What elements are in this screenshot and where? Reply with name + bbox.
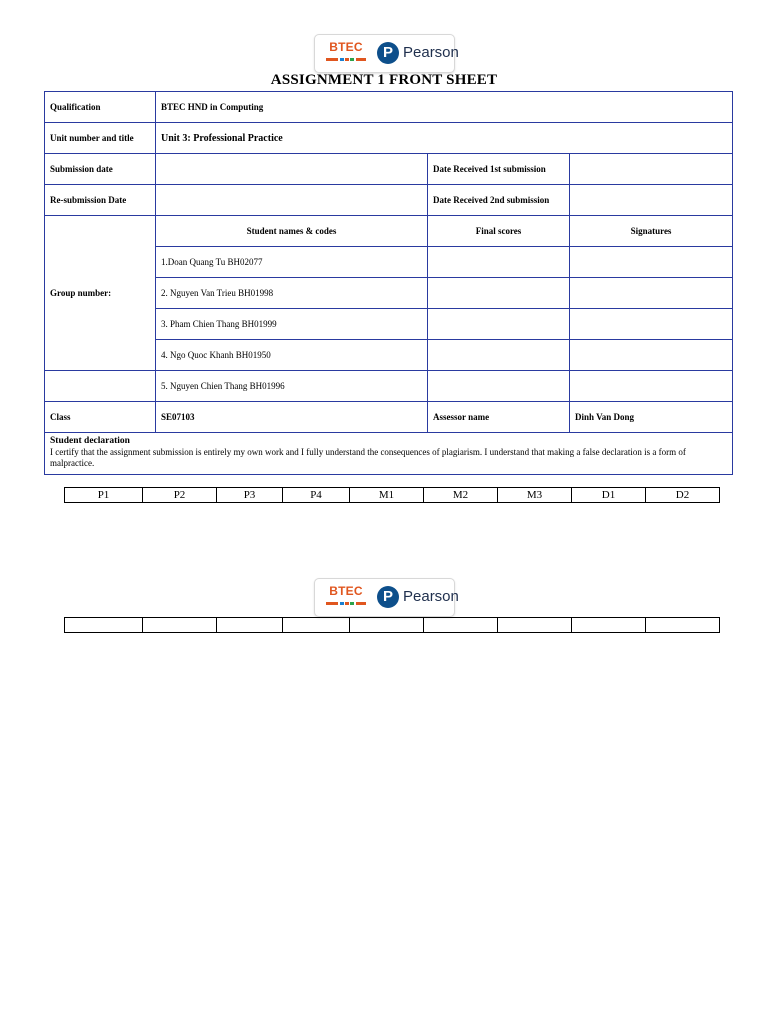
- grade-criterion: M2: [424, 488, 498, 503]
- pearson-icon: P: [377, 586, 399, 608]
- student-name: 2. Nguyen Van Trieu BH01998: [156, 278, 428, 309]
- student-score[interactable]: [428, 247, 570, 278]
- grade-criterion: M3: [498, 488, 572, 503]
- date-received-2-value[interactable]: [570, 185, 733, 216]
- resubmission-row: [45, 185, 733, 216]
- pearson-wordmark: Pearson: [403, 588, 459, 605]
- btec-wordmark: BTEC: [329, 40, 363, 54]
- grade-entry-cell[interactable]: [646, 618, 720, 633]
- btec-tagline-mark: [326, 57, 366, 62]
- grade-criterion: P1: [65, 488, 143, 503]
- date-received-1-label: Date Received 1st submission: [428, 154, 570, 185]
- grade-entry-table: [64, 617, 720, 633]
- grade-criterion: P2: [143, 488, 217, 503]
- resubmission-date-label: Re-submission Date: [45, 185, 156, 216]
- student-signature[interactable]: [570, 247, 733, 278]
- declaration-row: [45, 433, 733, 475]
- empty-label-cell: [45, 371, 156, 402]
- btec-logo: [321, 584, 371, 606]
- grade-entry-cell[interactable]: [143, 618, 217, 633]
- qualification-value: BTEC HND in Computing: [156, 92, 733, 123]
- grade-entry-cell[interactable]: [217, 618, 283, 633]
- qualification-label: Qualification: [45, 92, 156, 123]
- student-score[interactable]: [428, 371, 570, 402]
- unit-label: Unit number and title: [45, 123, 156, 154]
- student-signature[interactable]: [570, 278, 733, 309]
- btec-pearson-logo: [314, 34, 459, 73]
- declaration-text: I certify that the assignment submission is entirely my own work and I fully understand the consequences of plagiarism. I understand that making a false declaration is a form of malpractice.: [50, 447, 686, 468]
- assessor-name-value: Dinh Van Dong: [570, 402, 733, 433]
- grade-criteria-row: [65, 488, 720, 503]
- declaration-heading: Student declaration: [50, 436, 130, 446]
- date-received-1-value[interactable]: [570, 154, 733, 185]
- btec-pearson-logo-page-2: [314, 578, 459, 617]
- student-score[interactable]: [428, 309, 570, 340]
- student-name: 4. Ngo Quoc Khanh BH01950: [156, 340, 428, 371]
- class-row: [45, 402, 733, 433]
- student-score[interactable]: [428, 340, 570, 371]
- group-number-label: Group number:: [45, 216, 156, 371]
- grade-entry-cell[interactable]: [572, 618, 646, 633]
- submission-date-label: Submission date: [45, 154, 156, 185]
- student-name: 5. Nguyen Chien Thang BH01996: [156, 371, 428, 402]
- student-signature[interactable]: [570, 371, 733, 402]
- grade-criteria-table: [64, 487, 720, 503]
- submission-date-value[interactable]: [156, 154, 428, 185]
- page-title: ASSIGNMENT 1 FRONT SHEET: [270, 72, 498, 88]
- grade-entry-cell[interactable]: [283, 618, 350, 633]
- btec-wordmark: BTEC: [329, 584, 363, 598]
- btec-logo: [321, 40, 371, 62]
- class-label: Class: [45, 402, 156, 433]
- grade-criterion: D1: [572, 488, 646, 503]
- front-sheet-table: [44, 91, 733, 475]
- qualification-row: [45, 92, 733, 123]
- student-declaration: [45, 433, 733, 475]
- grade-entry-cell[interactable]: [498, 618, 572, 633]
- grade-entry-cell[interactable]: [350, 618, 424, 633]
- grade-entry-cell[interactable]: [65, 618, 143, 633]
- assessor-name-label: Assessor name: [428, 402, 570, 433]
- btec-tagline-mark: [326, 601, 366, 606]
- submission-row: [45, 154, 733, 185]
- resubmission-date-value[interactable]: [156, 185, 428, 216]
- student-signature[interactable]: [570, 340, 733, 371]
- grade-criterion: P4: [283, 488, 350, 503]
- signatures-header: Signatures: [570, 216, 733, 247]
- grade-criterion: P3: [217, 488, 283, 503]
- student-name: 3. Pham Chien Thang BH01999: [156, 309, 428, 340]
- class-value: SE07103: [156, 402, 428, 433]
- student-names-header: Student names & codes: [156, 216, 428, 247]
- student-score[interactable]: [428, 278, 570, 309]
- student-row: [45, 371, 733, 402]
- pearson-icon: P: [377, 42, 399, 64]
- final-scores-header: Final scores: [428, 216, 570, 247]
- date-received-2-label: Date Received 2nd submission: [428, 185, 570, 216]
- group-header-row: [45, 216, 733, 247]
- student-name: 1.Doan Quang Tu BH02077: [156, 247, 428, 278]
- unit-row: [45, 123, 733, 154]
- grade-criterion: D2: [646, 488, 720, 503]
- pearson-wordmark: Pearson: [403, 44, 459, 61]
- student-signature[interactable]: [570, 309, 733, 340]
- grade-criterion: M1: [350, 488, 424, 503]
- grade-entry-cell[interactable]: [424, 618, 498, 633]
- unit-value: Unit 3: Professional Practice: [156, 123, 733, 154]
- grade-entry-row: [65, 618, 720, 633]
